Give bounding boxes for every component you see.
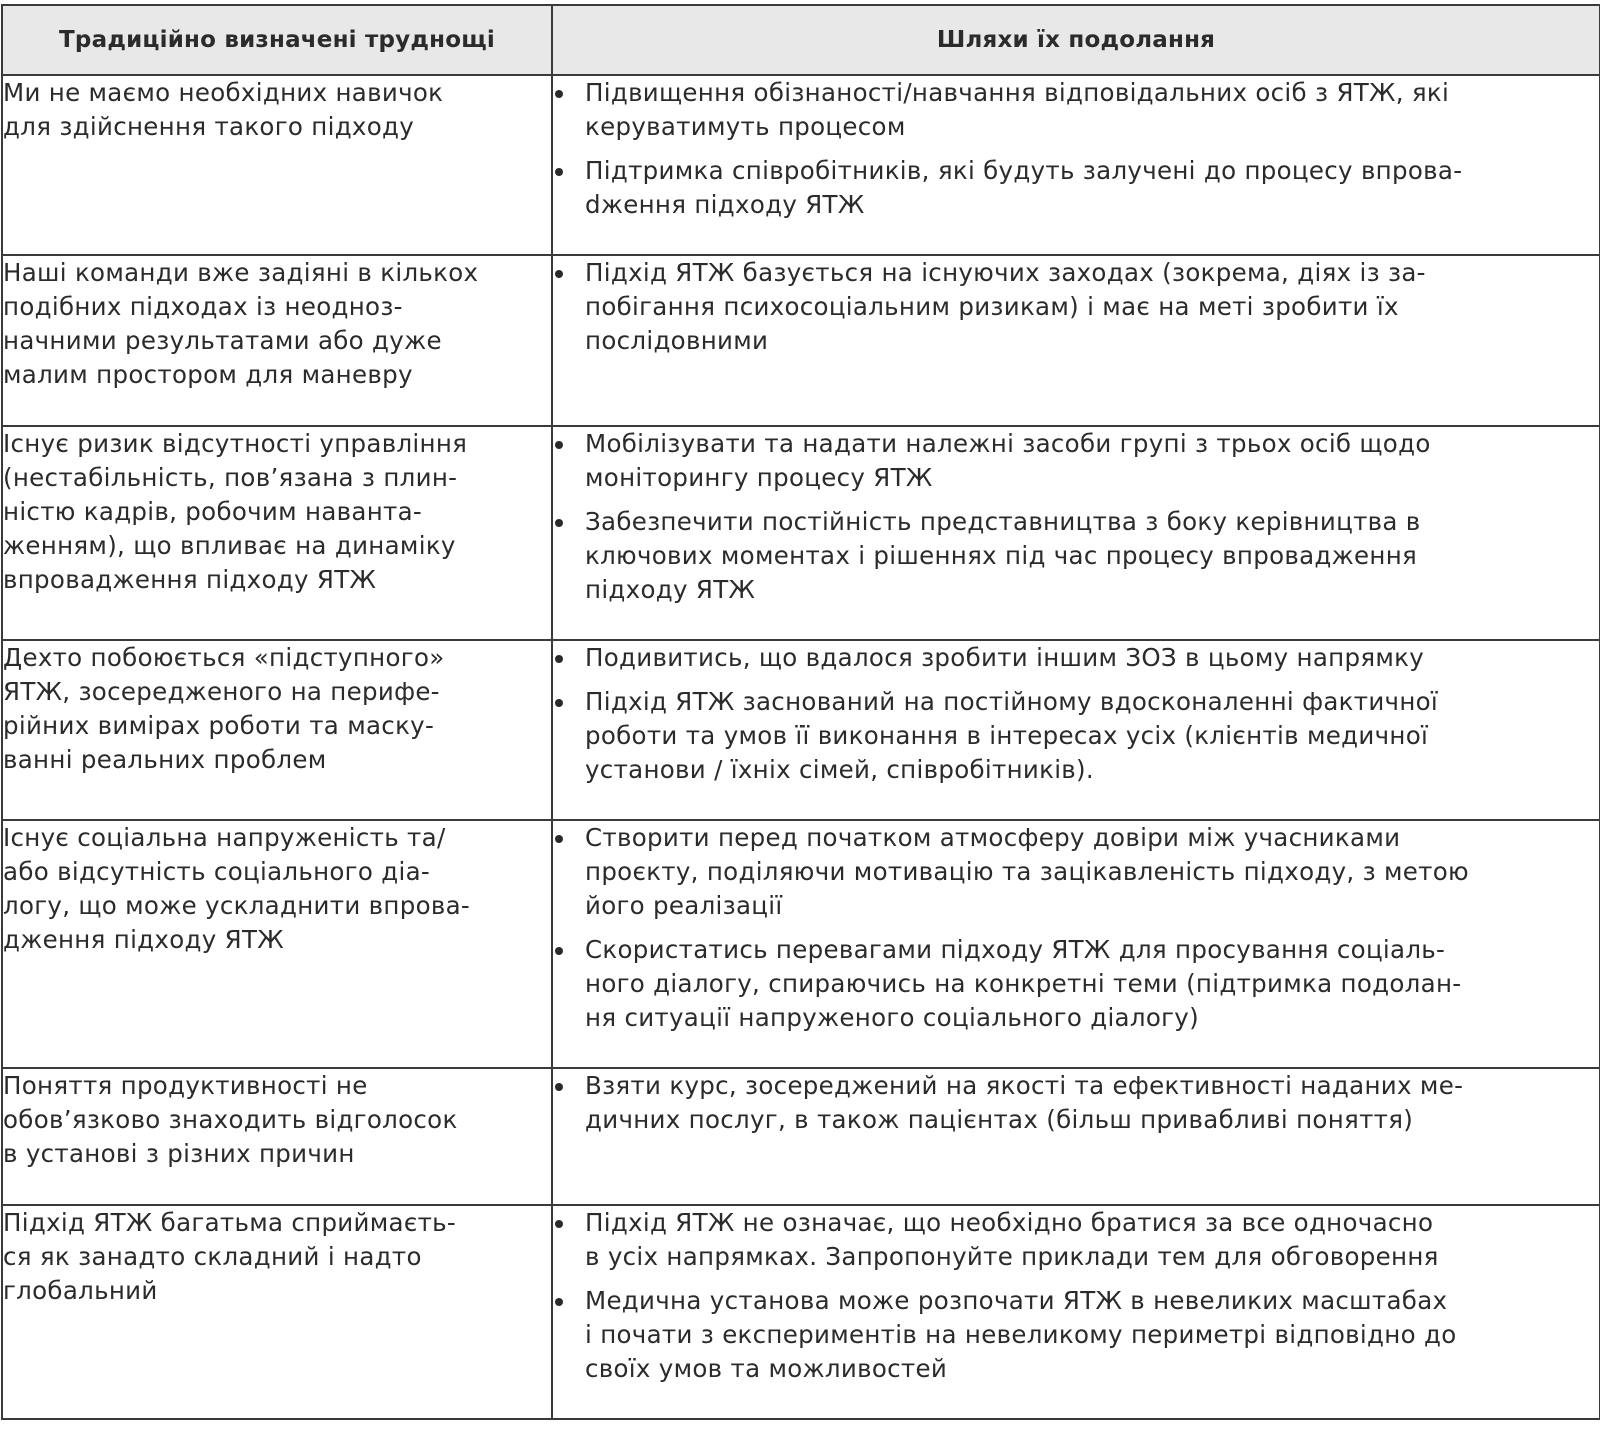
solutions-list [553,641,1599,787]
solutions-cell [552,75,1600,255]
bullet-icon [555,519,563,527]
difficulty-cell: Існує ризик відсутності управління (нестабільність, пов’язана з плин- ністю кадрів, робочим наванта- женням), що впливає на динаміку впровадження підходу ЯТЖ [2,426,552,640]
table-header-row [2,5,1600,75]
solution-item: Медична установа може розпочати ЯТЖ в невеликих масштабах і почати з експериментів на невеликому периметрі відповідно до своїх умов та можливостей [553,1284,1599,1386]
difficulty-cell: Підхід ЯТЖ багатьма сприймаєть- ся як занадто складний і надто глобальний [2,1205,552,1419]
bullet-icon [555,1083,563,1091]
solutions-list [553,256,1599,358]
solution-item: Мобілізувати та надати належні засоби групі з трьох осіб щодо моніторингу процесу ЯТЖ [553,427,1599,495]
solution-item: Підтримка співробітників, які будуть залучені до процесу впрова- dження підходу ЯТЖ [553,154,1599,222]
table-row [2,75,1600,255]
table-row [2,820,1600,1068]
bullet-icon [555,655,563,663]
difficulty-cell: Дехто побоюється «підступного» ЯТЖ, зосередженого на перифе- рійних вимірах роботи та маску- ванні реальних проблем [2,640,552,820]
bullet-icon [555,1220,563,1228]
bullet-icon [555,168,563,176]
solutions-cell [552,426,1600,640]
solutions-cell [552,1068,1600,1205]
header-solutions: Шляхи їх подолання [552,5,1600,75]
solutions-list [553,76,1599,222]
solution-item: Підхід ЯТЖ заснований на постійному вдосконаленні фактичної роботи та умов її виконання в інтересах усіх (клієнтів медичної установи / їхніх сімей, співробітників). [553,685,1599,787]
solution-item: Скористатись перевагами підходу ЯТЖ для просування соціаль- ного діалогу, спираючись на конкретні теми (підтримка подолан- ня ситуації напруженого соціального діалогу) [553,933,1599,1035]
bullet-icon [555,947,563,955]
solution-item: Створити перед початком атмосферу довіри між учасниками проєкту, поділяючи мотивацію та зацікавленість підходу, з метою його реалізації [553,821,1599,923]
header-difficulties: Традиційно визначені труднощі [2,5,552,75]
bullet-icon [555,1298,563,1306]
table-row [2,1205,1600,1419]
bullet-icon [555,90,563,98]
solutions-list [553,1206,1599,1386]
solution-item: Забезпечити постійність представництва з боку керівництва в ключових моментах і рішеннях під час процесу впровадження підходу ЯТЖ [553,505,1599,607]
table-row [2,1068,1600,1205]
table-row [2,255,1600,426]
solutions-cell [552,820,1600,1068]
bullet-icon [555,699,563,707]
solution-item: Підхід ЯТЖ базується на існуючих заходах (зокрема, діях із за- побігання психосоціальним ризикам) і має на меті зробити їх послідовними [553,256,1599,358]
solutions-cell [552,255,1600,426]
solutions-list [553,427,1599,607]
difficulty-cell: Наші команди вже задіяні в кількох подібних підходах із неоднoз- начними результатами або дуже малим простором для маневру [2,255,552,426]
solution-item: Підвищення обізнаності/навчання відповідальних осіб з ЯТЖ, які керуватимуть процесом [553,76,1599,144]
bullet-icon [555,270,563,278]
solution-item: Подивитись, що вдалося зробити іншим ЗОЗ в цьому напрямку [553,641,1599,675]
solutions-cell [552,640,1600,820]
solutions-cell [552,1205,1600,1419]
solution-item: Підхід ЯТЖ не означає, що необхідно братися за все одночасно в усіх напрямках. Запропонуйте приклади тем для обговорення [553,1206,1599,1274]
difficulty-cell: Існує соціальна напруженість та/ або відсутність соціального діа- логу, що може ускладнити впрова- дження підходу ЯТЖ [2,820,552,1068]
solutions-list [553,821,1599,1035]
difficulties-table [1,4,1600,1420]
table-row [2,426,1600,640]
difficulty-cell: Ми не маємо необхідних навичок для здійснення такого підходу [2,75,552,255]
table-row [2,640,1600,820]
solution-item: Взяти курс, зосереджений на якості та ефективності наданих ме- дичних послуг, в також пацієнтах (більш привабливі поняття) [553,1069,1599,1137]
bullet-icon [555,835,563,843]
bullet-icon [555,441,563,449]
difficulty-cell: Поняття продуктивності не обов’язково знаходить відголосок в установі з різних причин [2,1068,552,1205]
solutions-list [553,1069,1599,1137]
